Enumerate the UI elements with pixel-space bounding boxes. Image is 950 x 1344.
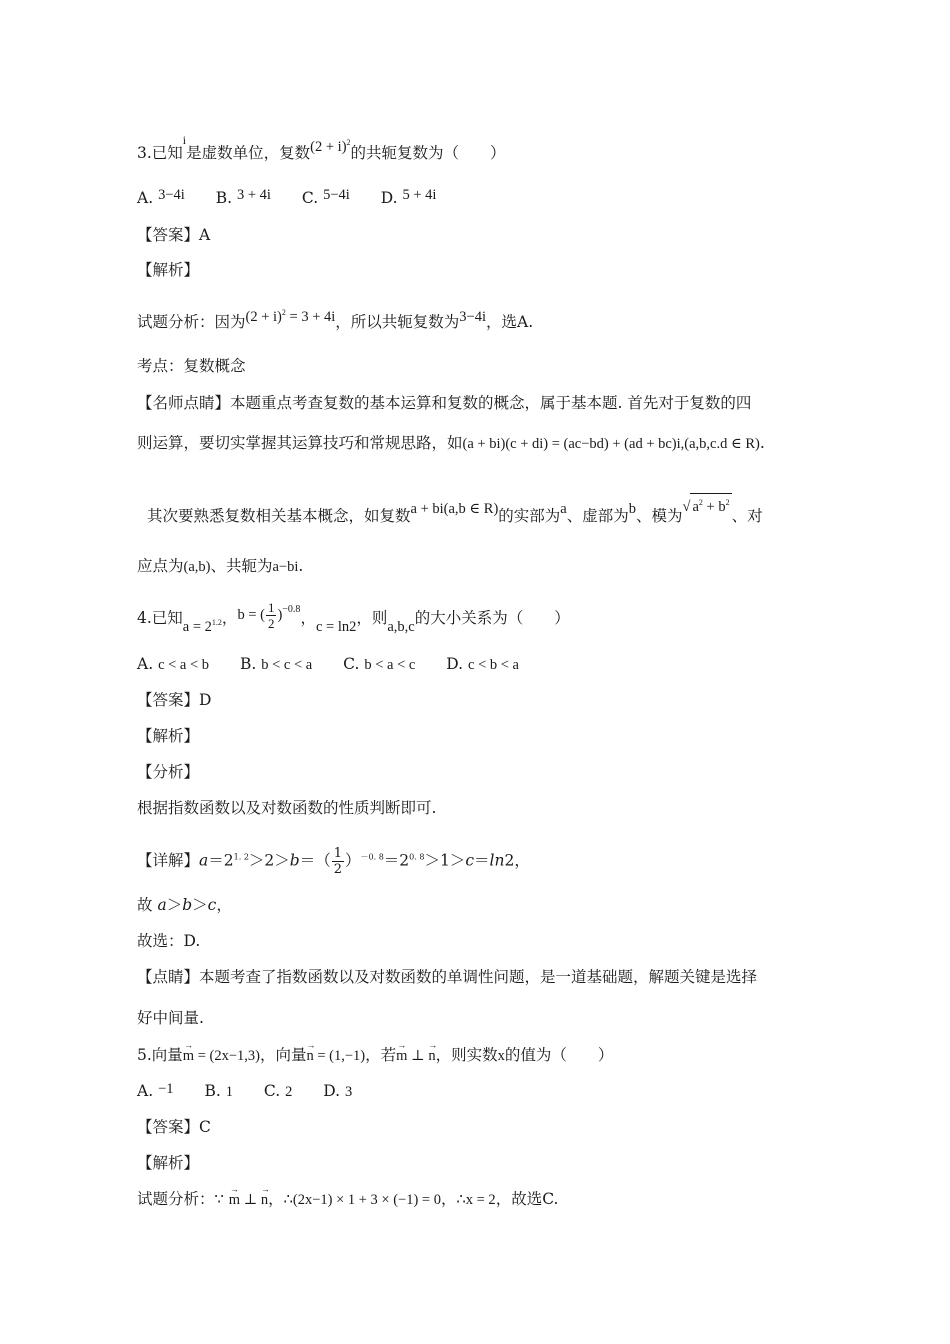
q3-analysis-heading: 【解析】 [137,261,200,279]
q3-tip-modulus: √ $a^2 + b^2$ [683,499,732,515]
d-eq: ＝2 [383,851,410,870]
option-value: b < c < a [261,657,313,673]
q4-stem [137,600,570,635]
q5-stem-text-2: ，向量 [259,1046,307,1064]
q5-perp-m: → m [396,1046,407,1066]
q3-sol-text-2: ，所以共轭复数为 [335,313,460,331]
d-eq: ＝（ [299,851,331,870]
d-close: ） [345,851,361,870]
q3-stem-text-3: 的共轭复数为（ ） [350,144,506,162]
modulus-b: + b [702,499,726,515]
gu-b: b [182,896,193,914]
q3-tip-line-4 [137,556,303,577]
q4-stem-text-2: ，则 [356,609,388,627]
d-numerator: 1 [333,846,343,861]
q5-n-def: = (1,−1) [313,1048,366,1064]
d-denominator: 2 [333,862,343,877]
q5-stem [137,1045,613,1066]
q3-option-d[interactable] [381,188,437,209]
therefore-symbol: ∴ [456,1192,466,1208]
q3-tip-complex: a + bi(a,b ∈ R) [410,501,499,517]
q3-tip-conj: a−bi [272,559,299,575]
q3-sol-expr-exp: 2 [281,308,286,317]
q3-stem-text-2: 是虚数单位，复数 [186,144,311,162]
q3-expr-base: (2 + i) [310,139,347,155]
q5-stem-text-3: ，若 [365,1046,397,1064]
q5-stem-text-4: ，则实数 [435,1046,498,1064]
q4-sep: ， [300,609,316,627]
q5-option-c[interactable] [264,1081,292,1102]
gu-c: c [207,896,217,914]
q5-sol-n: → n [261,1190,268,1210]
q4-detail-heading: 【详解】 [137,851,200,870]
a-base: a = 2 [182,619,212,635]
option-label: B. [215,189,233,207]
option-label: B. [204,1082,221,1100]
d-ln: ln [489,851,505,870]
q3-tip-text: 则运算，要切实掌握其运算技巧和常规思路，如 [137,434,463,452]
d-b: b [289,851,300,870]
q4-stem-text-3: 的大小关系为（ ） [414,609,570,627]
q5-option-b[interactable] [204,1081,233,1102]
q3-point: 考点：复数概念 [137,357,246,375]
d-exp: 0. 8 [409,852,425,862]
q4-detail [137,846,530,877]
q5-vector-m: → m [183,1046,194,1066]
option-value: 3 [345,1084,353,1100]
d-eq: ＝2 [208,851,234,870]
q4-fenxi-heading: 【分析】 [137,763,200,781]
d-gt: ＞1＞ [424,851,466,870]
q3-tip-text: 、虚部为 [566,507,629,525]
q5-sep: ， [268,1190,284,1208]
q4-conclusion [137,895,232,915]
q3-tip-text: 、共轭为 [210,557,273,575]
option-label: A. [137,655,154,673]
d-a: a [199,851,209,870]
option-label: C. [263,1082,281,1100]
option-label: D. [323,1082,341,1100]
q5-perp-n: → n [428,1046,435,1066]
q5-option-a[interactable] [137,1081,174,1102]
q3-tip-text: 、模为 [636,507,683,525]
q3-tip-text: 其次要熟悉复数相关基本概念，如复数 [147,507,411,525]
d-eq: ＝ [474,851,490,870]
q3-tip-text: 、对 [731,507,763,525]
option-value: 2 [285,1084,293,1100]
q5-options [137,1081,378,1102]
q3-tip-line-3 [147,498,763,527]
option-value: 1 [225,1084,233,1100]
q5-m-def: = (2x−1,3) [194,1048,260,1064]
option-label: A. [137,189,154,207]
q3-answer: 【答案】A [137,226,211,244]
q3-tip-period: . [759,434,765,452]
q5-vector-n: → n [306,1046,313,1066]
q3-tip-b: b [628,501,636,517]
q3-sol-eq: = 3 + 4i [285,309,336,325]
q4-b-def [237,600,301,632]
q5-solution [137,1189,558,1210]
q3-tip-period: . [298,557,304,575]
option-value: 5−4i [323,187,350,203]
q4-option-c[interactable] [343,654,415,675]
q4-analysis-heading: 【解析】 [137,727,200,745]
q4-answer: 【答案】D [137,691,212,709]
option-label: C. [301,189,319,207]
q3-tip-a: a [560,501,567,517]
q4-fenxi-text: 根据指数函数以及对数函数的性质判断即可. [137,799,437,817]
d-exp: －0. 8 [360,852,384,862]
option-label: D. [446,655,464,673]
q5-sep: ， [441,1190,457,1208]
q3-sol-text: 试题分析：因为 [137,313,246,331]
option-label: C. [343,655,360,673]
q3-option-b[interactable] [216,188,271,209]
q3-tip-text: 的实部为 [498,507,561,525]
q5-x: x [497,1048,505,1064]
q3-stem-text: 3.已知 [137,144,183,162]
q3-tip-formula: (a + bi)(c + di) = (ac−bd) + (ad + bc)i,(a,b,c.d ∈ R) [462,436,760,452]
q3-i: i [182,133,187,147]
q4-sep: ， [221,609,238,627]
b-exp: −0.8 [282,604,301,615]
q5-sol-perp: ⊥ [239,1192,261,1208]
gu-end: ， [216,896,232,914]
b-open: b = ( [237,607,265,623]
q3-expr-exp: 2 [346,138,351,147]
q4-choose: 故选：D. [137,932,201,950]
q3-options [137,188,462,209]
option-value: c < b < a [468,657,519,673]
modulus-a: a [692,499,699,515]
q3-sol-expr [246,309,336,325]
q4-option-a[interactable] [137,654,209,675]
d-c: c [465,851,474,870]
q5-answer: 【答案】C [137,1118,211,1136]
d-fraction [332,846,344,877]
q4-option-d[interactable] [446,654,519,675]
q5-analysis-heading: 【解析】 [137,1154,200,1172]
q5-sol-end: ，故选C. [495,1190,559,1208]
modulus-a-exp: 2 [698,498,703,507]
option-value: −1 [158,1081,174,1097]
gu-gt: ＞ [192,896,208,914]
a-exp: 1.2 [211,618,222,627]
therefore-symbol: ∴ [283,1192,293,1208]
q3-tip-line-1: 【名师点睛】本题重点考查复数的基本运算和复数的概念，属于基本题. 首先对于复数的四 [137,394,752,412]
q3-stem [137,133,506,164]
gu-a: a [157,896,167,914]
q4-options [137,654,545,675]
q3-sol-conj: 3−4i [459,309,487,325]
q4-dianjing-line-1: 【点睛】本题考查了指数函数以及对数函数的单调性问题，是一道基础题，解题关键是选择 [137,968,758,986]
option-value: 3−4i [158,187,185,203]
gu-text: 故 [137,896,158,914]
q4-option-b[interactable] [240,654,312,675]
q3-option-a[interactable] [137,188,185,209]
q4-stem-text: 4.已知 [137,609,183,627]
q3-expr [310,139,350,155]
option-label: B. [239,655,257,673]
q4-a-def [183,619,222,635]
q4-c-def: c = ln2 [315,619,357,635]
d-exp: 1. 2 [233,852,249,862]
b-numerator: 1 [267,600,275,616]
q5-stem-text: 5.向量 [137,1046,183,1064]
q3-sol-expr-base: (2 + i) [245,309,282,325]
option-value: 3 + 4i [236,187,271,203]
q3-sol-text-3: ，选A. [486,313,534,331]
gu-gt: ＞ [166,896,183,914]
q3-tip-line-2 [137,433,765,454]
q4-abc: a,b,c [387,619,415,635]
b-close: ) [277,607,283,623]
q4-dianjing-line-2: 好中间量. [137,1009,204,1027]
modulus-b-exp: 2 [725,498,730,507]
option-label: D. [380,189,398,207]
q5-perp-symbol: ⊥ [407,1048,429,1064]
q3-tip-text: 应点为 [137,557,184,575]
b-denominator: 2 [267,616,275,632]
option-value: b < a < c [364,657,416,673]
because-symbol: ∵ [214,1192,224,1208]
q5-stem-text-5: 的值为（ ） [504,1046,614,1064]
option-label: A. [137,1082,154,1100]
q3-option-c[interactable] [302,188,350,209]
q5-sol-equation: (2x−1) × 1 + 3 × (−1) = 0 [292,1192,441,1208]
q3-solution [137,309,533,333]
option-value: c < a < b [158,657,210,673]
option-value: 5 + 4i [402,187,437,203]
q3-tip-point: (a,b) [183,559,211,575]
q5-sol-m: → m [229,1190,240,1210]
q5-sol-x: x = 2 [465,1192,496,1208]
d-two: 2， [504,851,530,870]
q5-option-d[interactable] [323,1081,352,1102]
d-gt: ＞2＞ [248,851,290,870]
q5-sol-text: 试题分析： [137,1190,215,1208]
